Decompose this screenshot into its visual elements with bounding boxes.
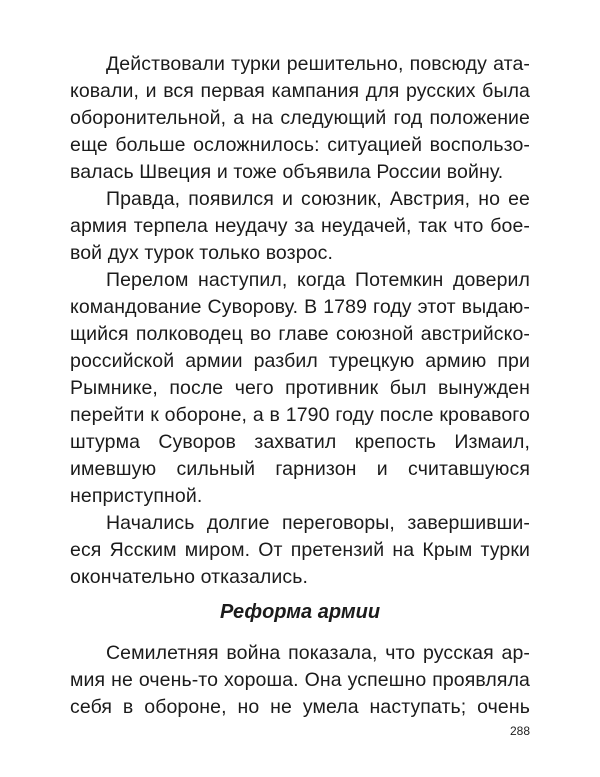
text-line: Начались долгие переговоры, завершивши-	[106, 512, 530, 534]
page-number: 288	[509, 724, 530, 738]
text-line: оборонительной, а на следующий год положение	[70, 107, 530, 129]
text-line: имевшую сильный гарнизон и считавшуюся	[70, 458, 530, 480]
text-line: неприступной.	[70, 485, 203, 507]
paragraph	[70, 51, 530, 186]
paragraph	[70, 640, 530, 721]
text-line: мия не очень-то хороша. Она успешно проявляла	[70, 669, 530, 691]
text-line: Перелом наступил, когда Потемкин доверил	[106, 269, 530, 291]
text-line: Действовали турки решительно, повсюду ата-	[106, 53, 530, 75]
text-line: себя в обороне, но не умела наступать; очень	[70, 696, 530, 718]
text-line: окончательно отказались.	[70, 566, 308, 588]
text-line: ковали, и вся первая кампания для русских была	[70, 80, 530, 102]
section-heading: Реформа армии	[219, 601, 381, 623]
text-line: армия терпела неудачу за неудачей, так что бое-	[70, 215, 530, 237]
text-line: Правда, появился и союзник, Австрия, но ее	[106, 188, 530, 210]
paragraph	[70, 186, 530, 267]
text-line: командование Суворову. В 1789 году этот выдаю-	[70, 296, 530, 318]
paragraph	[70, 267, 530, 510]
text-line: вой дух турок только возрос.	[70, 242, 333, 264]
text-line: перейти к обороне, а в 1790 году после кровавого	[70, 404, 530, 426]
text-line: российской армии разбил турецкую армию при	[70, 350, 530, 372]
text-line: Семилетняя война показала, что русская ар-	[106, 642, 530, 664]
text-line: штурма Суворов захватил крепость Измаил,	[70, 431, 530, 453]
section-text-block	[70, 640, 530, 721]
text-line: щийся полководец во главе союзной австрийско-	[70, 323, 530, 345]
text-line: еся Ясским миром. От претензий на Крым турки	[70, 539, 530, 561]
text-line: Рымнике, после чего противник был вынужден	[70, 377, 530, 399]
main-text-block	[70, 51, 530, 591]
paragraph	[70, 510, 530, 591]
text-line: валась Швеция и тоже объявила России войну.	[70, 161, 504, 183]
text-line: еще больше осложнилось: ситуацией воспользо-	[70, 134, 530, 156]
